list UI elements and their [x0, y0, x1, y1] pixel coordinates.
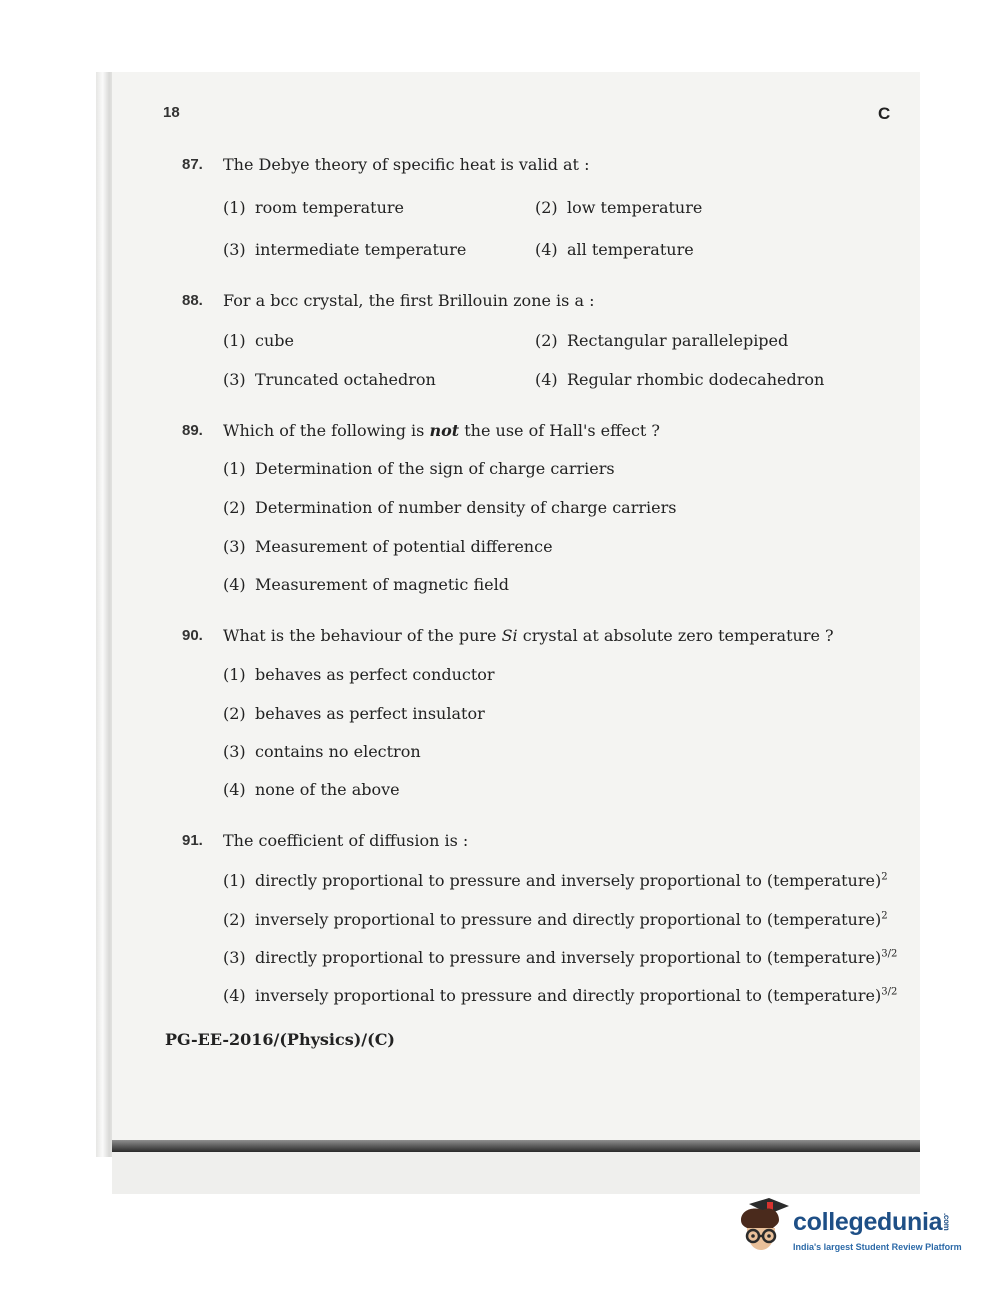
- option-number: (2): [223, 910, 246, 929]
- option: [223, 240, 466, 259]
- option-number: (2): [223, 704, 246, 723]
- option: [223, 910, 888, 929]
- option-text: Determination of the sign of charge carriers: [255, 459, 615, 478]
- option: [535, 240, 694, 259]
- option-text: Measurement of magnetic field: [255, 575, 509, 594]
- logo-wordmark: [793, 1208, 951, 1237]
- logo-tagline: India's largest Student Review Platform: [793, 1242, 962, 1252]
- option-number: (1): [223, 331, 246, 350]
- option-number: (3): [223, 240, 246, 259]
- option: [223, 871, 888, 890]
- option-text: inversely proportional to pressure and directly proportional to (temperature): [255, 910, 882, 929]
- question-number: 87.: [182, 156, 203, 173]
- question-text-part: Which of the following is: [223, 421, 430, 440]
- question-text: The coefficient of diffusion is :: [223, 831, 469, 850]
- option: [535, 331, 788, 350]
- option-text: contains no electron: [255, 742, 421, 761]
- series-code: C: [878, 104, 891, 123]
- option-text: low temperature: [567, 198, 703, 217]
- page-underlay: [112, 1152, 920, 1194]
- option-number: (1): [223, 198, 246, 217]
- question-number: 90.: [182, 627, 203, 644]
- option: [223, 370, 436, 389]
- option: [223, 331, 294, 350]
- option-exponent: 3/2: [881, 948, 898, 960]
- collegedunia-logo[interactable]: [735, 1196, 965, 1266]
- option-number: (1): [223, 459, 246, 478]
- option-number: (1): [223, 871, 246, 890]
- logo-name: collegedunia: [793, 1208, 943, 1236]
- question-text: The Debye theory of specific heat is valid at :: [223, 155, 590, 174]
- option-number: (4): [223, 986, 246, 1005]
- option: [223, 780, 400, 799]
- option-number: (2): [535, 198, 558, 217]
- option: [223, 986, 897, 1005]
- option: [223, 948, 897, 967]
- option-exponent: 2: [881, 910, 888, 922]
- option-number: (3): [223, 742, 246, 761]
- option-text: Regular rhombic dodecahedron: [567, 370, 825, 389]
- option: [223, 198, 404, 217]
- option-text: Determination of number density of charge carriers: [255, 498, 677, 517]
- option-number: (3): [223, 370, 246, 389]
- option-number: (4): [223, 575, 246, 594]
- question-text-emphasis: not: [429, 421, 460, 440]
- question-text: [223, 421, 660, 440]
- option-text: Rectangular parallelepiped: [567, 331, 789, 350]
- option-number: (1): [223, 665, 246, 684]
- option-exponent: 3/2: [881, 986, 898, 998]
- option-text: behaves as perfect insulator: [255, 704, 485, 723]
- option-text: all temperature: [567, 240, 694, 259]
- option-number: (4): [223, 780, 246, 799]
- option-number: (4): [535, 240, 558, 259]
- option-text: cube: [255, 331, 294, 350]
- option: [223, 575, 509, 594]
- option-text: directly proportional to pressure and inversely proportional to (temperature): [255, 871, 882, 890]
- option-text: none of the above: [255, 780, 400, 799]
- question-text-part: What is the behaviour of the pure: [223, 626, 502, 645]
- option: [223, 498, 676, 517]
- option: [223, 459, 615, 478]
- paper-code: PG-EE-2016/(Physics)/(C): [165, 1030, 395, 1049]
- option-text: room temperature: [255, 198, 404, 217]
- option: [535, 198, 702, 217]
- question-number: 91.: [182, 832, 203, 849]
- logo-domain-suffix: .com: [942, 1212, 952, 1230]
- option-number: (2): [223, 498, 246, 517]
- option-number: (3): [223, 537, 246, 556]
- option-text: Truncated octahedron: [255, 370, 436, 389]
- option-text: inversely proportional to pressure and directly proportional to (temperature): [255, 986, 882, 1005]
- option: [535, 370, 824, 389]
- question-number: 89.: [182, 422, 203, 439]
- student-mascot-icon: [735, 1198, 791, 1260]
- option-number: (2): [535, 331, 558, 350]
- page-bottom-shadow: [112, 1140, 920, 1152]
- question-text: For a bcc crystal, the first Brillouin zone is a :: [223, 291, 595, 310]
- option-text: behaves as perfect conductor: [255, 665, 495, 684]
- page-number: 18: [163, 104, 180, 121]
- option: [223, 665, 495, 684]
- question-text-part: crystal at absolute zero temperature ?: [517, 626, 834, 645]
- question-number: 88.: [182, 292, 203, 309]
- option: [223, 742, 421, 761]
- option: [223, 537, 553, 556]
- option-text: intermediate temperature: [255, 240, 467, 259]
- option-number: (4): [535, 370, 558, 389]
- question-text-emphasis: Si: [501, 626, 518, 645]
- option-exponent: 2: [881, 871, 888, 883]
- option-text: directly proportional to pressure and inversely proportional to (temperature): [255, 948, 882, 967]
- question-text-part: the use of Hall's effect ?: [459, 421, 661, 440]
- question-text: [223, 626, 834, 645]
- option: [223, 704, 485, 723]
- option-number: (3): [223, 948, 246, 967]
- option-text: Measurement of potential difference: [255, 537, 553, 556]
